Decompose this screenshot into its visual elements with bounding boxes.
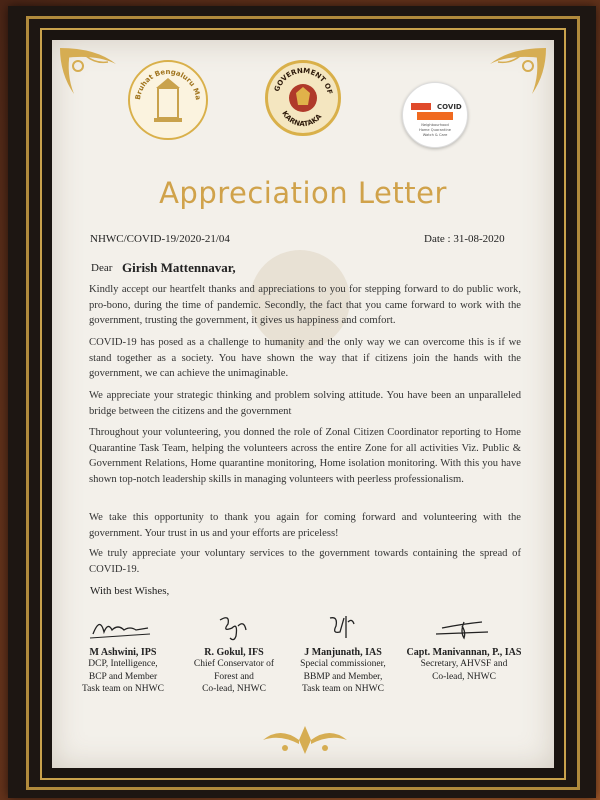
signatory-4-line-2: Co-lead, NHWC <box>432 671 496 682</box>
signatory-4-name: Capt. Manivannan, P., IAS <box>406 647 522 658</box>
bbmp-logo <box>128 60 208 140</box>
svg-text:KARNATAKA <box>280 110 323 129</box>
letter-title: Appreciation Letter <box>159 176 447 210</box>
paragraph-1: Kindly accept our heartfelt thanks and appreciations to you for stepping forward to do public work, pro-bono, during the time of pandemic. Secondly, the fact that you came forward to work with the government, trusting the government, it gives us happiness and comfort. <box>89 284 521 326</box>
paragraph-2: COVID-19 has posed as a challenge to humanity and the only way we can overcome this is if we stand together as a society. You have shown the way that if citizens join the hands with the government, we can achieve the unimaginable. <box>89 337 521 379</box>
corner-ornament-top-right <box>460 44 550 104</box>
signatory-4-line-1: Secretary, AHVSF and <box>420 659 508 669</box>
paragraph-4: Throughout your volunteering, you donned the role of Zonal Citizen Coordinator reporting to Home Quarantine Task Team, helping the volunteers across the entire Zone for all activities Viz. Public & Government Relations, Home quarantine monitoring, Home isolation monitoring. With this you have shown top-notch leadership skills in managing volunteers with peerless professionalism. <box>89 427 521 485</box>
signatory-3-line-2: BBMP and Member, <box>303 671 383 682</box>
paragraph-5: We take this opportunity to thank you again for coming forward and volunteering with the government. Your trust in us and your efforts are priceless! <box>89 512 521 539</box>
bottom-center-ornament <box>255 722 355 758</box>
signature-1 <box>78 612 168 642</box>
karnataka-government-emblem <box>265 60 341 136</box>
signatory-2-name: R. Gokul, IFS <box>204 647 264 658</box>
signatory-1-name: M Ashwini, IPS <box>89 647 157 658</box>
signatory-4 <box>402 612 526 683</box>
signatory-2 <box>182 612 286 696</box>
signatory-3 <box>288 612 398 696</box>
signatory-2-line-3: Co-lead, NHWC <box>202 684 266 694</box>
signatory-1-line-1: DCP, Intelligence, <box>88 659 158 669</box>
signature-4 <box>402 612 526 642</box>
signatory-3-name: J Manjunath, IAS <box>304 647 382 658</box>
covid-nhwc-logo <box>402 82 468 148</box>
paragraph-3: We appreciate your strategic thinking and problem solving attitude. You have been an unparalleled bridge between the citizens and the government <box>89 390 521 417</box>
paragraph-6: We truly appreciate your voluntary services to the government towards containing the spread of COVID-19. <box>89 548 521 575</box>
reference-number: NHWC/COVID-19/2020-21/04 <box>90 233 230 245</box>
letter-date: Date : 31-08-2020 <box>424 233 505 245</box>
covid-logo-label: COVID <box>437 103 462 111</box>
signature-2 <box>182 612 286 642</box>
emblem-top-text: GOVERNMENT OF <box>272 66 334 96</box>
closing: With best Wishes, <box>90 585 170 597</box>
signatory-1-line-3: Task team on NHWC <box>82 684 164 694</box>
signatory-3-line-3: Task team on NHWC <box>302 684 384 694</box>
covid-logo-line-2: Home Quarantine <box>419 128 451 132</box>
signatory-3-line-1: Special commissioner, <box>300 659 386 669</box>
signatory-1 <box>78 612 168 696</box>
signatory-1-line-2: BCP and Member <box>88 671 158 682</box>
covid-logo-line-3: Watch & Care <box>422 133 448 137</box>
signatory-2-line-2: Forest and <box>214 671 254 682</box>
signatory-2-line-1: Chief Conservator of <box>193 659 275 669</box>
recipient-name: Girish Mattennavar, <box>122 260 236 275</box>
signature-3 <box>288 612 398 642</box>
bbmp-logo-text: Bruhat Bengaluru Ma <box>134 67 202 101</box>
salutation: Dear <box>91 262 113 274</box>
covid-logo-line-1: Neighbourhood <box>421 123 449 127</box>
emblem-bottom-text: KARNATAKA <box>280 109 324 129</box>
